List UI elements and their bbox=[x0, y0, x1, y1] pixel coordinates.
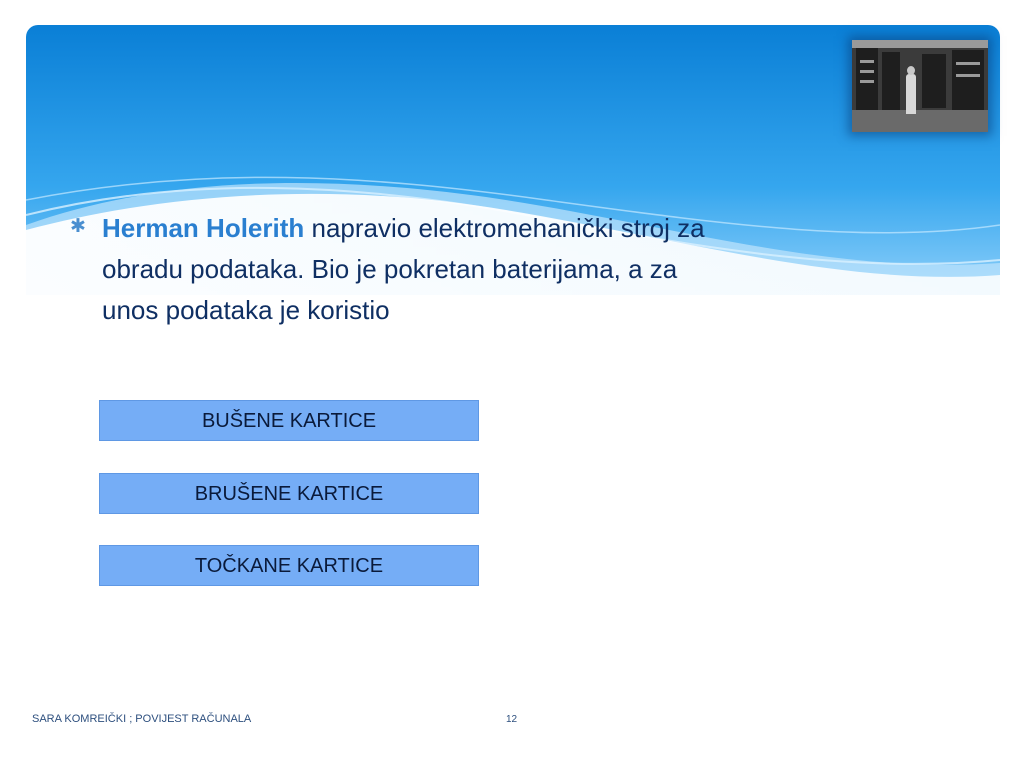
computer-room-photo bbox=[852, 40, 988, 132]
answer-button-busene-kartice[interactable]: BUŠENE KARTICE bbox=[99, 400, 479, 441]
bullet-point bbox=[70, 208, 730, 331]
page-number: 12 bbox=[506, 714, 518, 725]
bullet-highlight: Herman Holerith bbox=[102, 213, 305, 243]
answer-button-tockane-kartice[interactable]: TOČKANE KARTICE bbox=[99, 545, 479, 586]
bullet-body: napravio elektromehanički stroj za obradu podataka. Bio je pokretan baterijama, a za unos podataka je koristio bbox=[102, 213, 705, 325]
answer-button-brusene-kartice[interactable]: BRUŠENE KARTICE bbox=[99, 473, 479, 514]
footer-author: SARA KOMREIČKI ; POVIJEST RAČUNALA bbox=[32, 713, 252, 725]
asterisk-bullet-icon: ✱ bbox=[70, 216, 86, 237]
bullet-text bbox=[102, 208, 730, 331]
